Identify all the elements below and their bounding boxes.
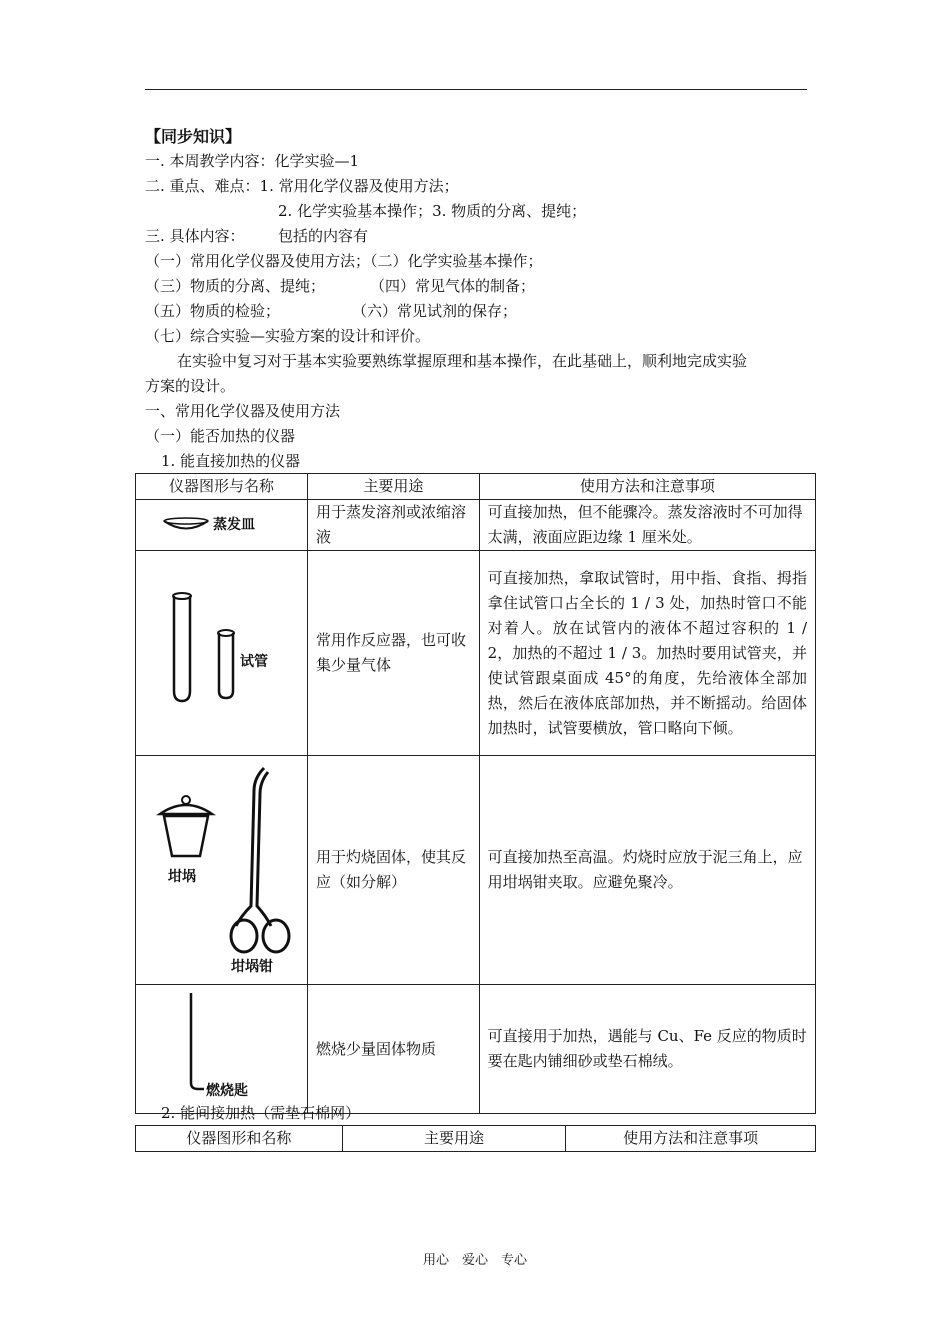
header-cell: 主要用途 [342, 1126, 566, 1152]
evaporating-dish-icon [161, 512, 281, 538]
intro-line: （一）常用化学仪器及使用方法；（二）化学实验基本操作； [145, 252, 543, 270]
paragraph-line: 在实验中复习对于基本实验要熟练掌握原理和基本操作，在此基础上，顺利地完成实验 [177, 352, 748, 370]
instrument-label: 燃烧匙 [206, 1083, 248, 1099]
usage-cell: 常用作反应器，也可收集少量气体 [307, 551, 479, 756]
intro-line: 包括的内容有 [278, 227, 369, 245]
table-header-row [136, 474, 816, 500]
header-cell: 使用方法和注意事项 [479, 474, 815, 500]
combustion-spoon-icon [136, 985, 306, 1105]
test-tube-icon [136, 551, 306, 747]
crucible-tongs-icon [136, 756, 306, 976]
header-cell: 主要用途 [307, 474, 479, 500]
indirect-heating-table [135, 1125, 816, 1152]
table-row [136, 551, 816, 756]
intro-line: 一. 本周教学内容：化学实验—1 [145, 152, 360, 170]
intro-line: 三. 具体内容： [145, 227, 245, 245]
instrument-label: 蒸发皿 [213, 517, 256, 533]
instrument-label: 坩埚 [168, 869, 196, 885]
instrument-cell [136, 500, 308, 551]
header-cell: 仪器图形和名称 [136, 1126, 343, 1152]
usage-cell: 燃烧少量固体物质 [307, 985, 479, 1114]
section-title: 【同步知识】 [145, 127, 242, 146]
table-row [136, 500, 816, 551]
heading-line: 2. 能间接加热（需垫石棉网） [161, 1104, 361, 1122]
note-cell: 可直接加热，拿取试管时，用中指、食指、拇指拿住试管口占全长的 1 / 3 处，加热时管口不能对着人。放在试管内的液体不超过容积的 1 / 2，加热的不超过 1 / 3。加热时要用试管夹，并使试管跟桌面成 45°的角度，先给液体全部加热，然后在液体底部加热，并不断摇动。给固体加热时，试管要横放，管口略向下倾。 [479, 551, 815, 756]
usage-cell: 用于蒸发溶剂或浓缩溶液 [307, 500, 479, 551]
intro-line: 二. 重点、难点：1. 常用化学仪器及使用方法； [145, 177, 459, 195]
intro-line: （七）综合实验—实验方案的设计和评价。 [145, 327, 431, 345]
heading-line: （一）能否加热的仪器 [145, 427, 296, 445]
note-cell: 可直接加热至高温。灼烧时应放于泥三角上，应用坩埚钳夹取。应避免聚冷。 [479, 756, 815, 985]
header-cell: 仪器图形与名称 [136, 474, 308, 500]
intro-line: （三）物质的分离、提纯； [145, 277, 326, 295]
header-rule [145, 89, 807, 90]
header-cell: 使用方法和注意事项 [566, 1126, 816, 1152]
page-footer: 用心 爱心 专心 [422, 1253, 527, 1268]
paragraph-line: 方案的设计。 [145, 377, 236, 395]
heading-line: 1. 能直接加热的仪器 [161, 452, 301, 470]
note-cell: 可直接用于加热，遇能与 Cu、Fe 反应的物质时要在匙内铺细砂或垫石棉绒。 [479, 985, 815, 1114]
instrument-cell [136, 756, 308, 985]
intro-line: （四）常见气体的制备； [370, 277, 536, 295]
heading-line: 一、常用化学仪器及使用方法 [145, 402, 341, 420]
intro-line: （五）物质的检验； [145, 302, 281, 320]
table-header-row [136, 1126, 816, 1152]
table-row [136, 756, 816, 985]
instrument-label: 试管 [240, 654, 268, 670]
intro-line: 2. 化学实验基本操作；3. 物质的分离、提纯； [278, 202, 587, 220]
instrument-cell [136, 551, 308, 756]
intro-line: （六）常见试剂的保存； [352, 302, 518, 320]
note-cell: 可直接加热，但不能骤冷。蒸发溶液时不可加得太满，液面应距边缘 1 厘米处。 [479, 500, 815, 551]
instrument-label: 坩埚钳 [231, 959, 273, 975]
table-row [136, 985, 816, 1114]
usage-cell: 用于灼烧固体，使其反应（如分解） [307, 756, 479, 985]
instrument-cell [136, 985, 308, 1114]
instrument-table [135, 473, 816, 1114]
